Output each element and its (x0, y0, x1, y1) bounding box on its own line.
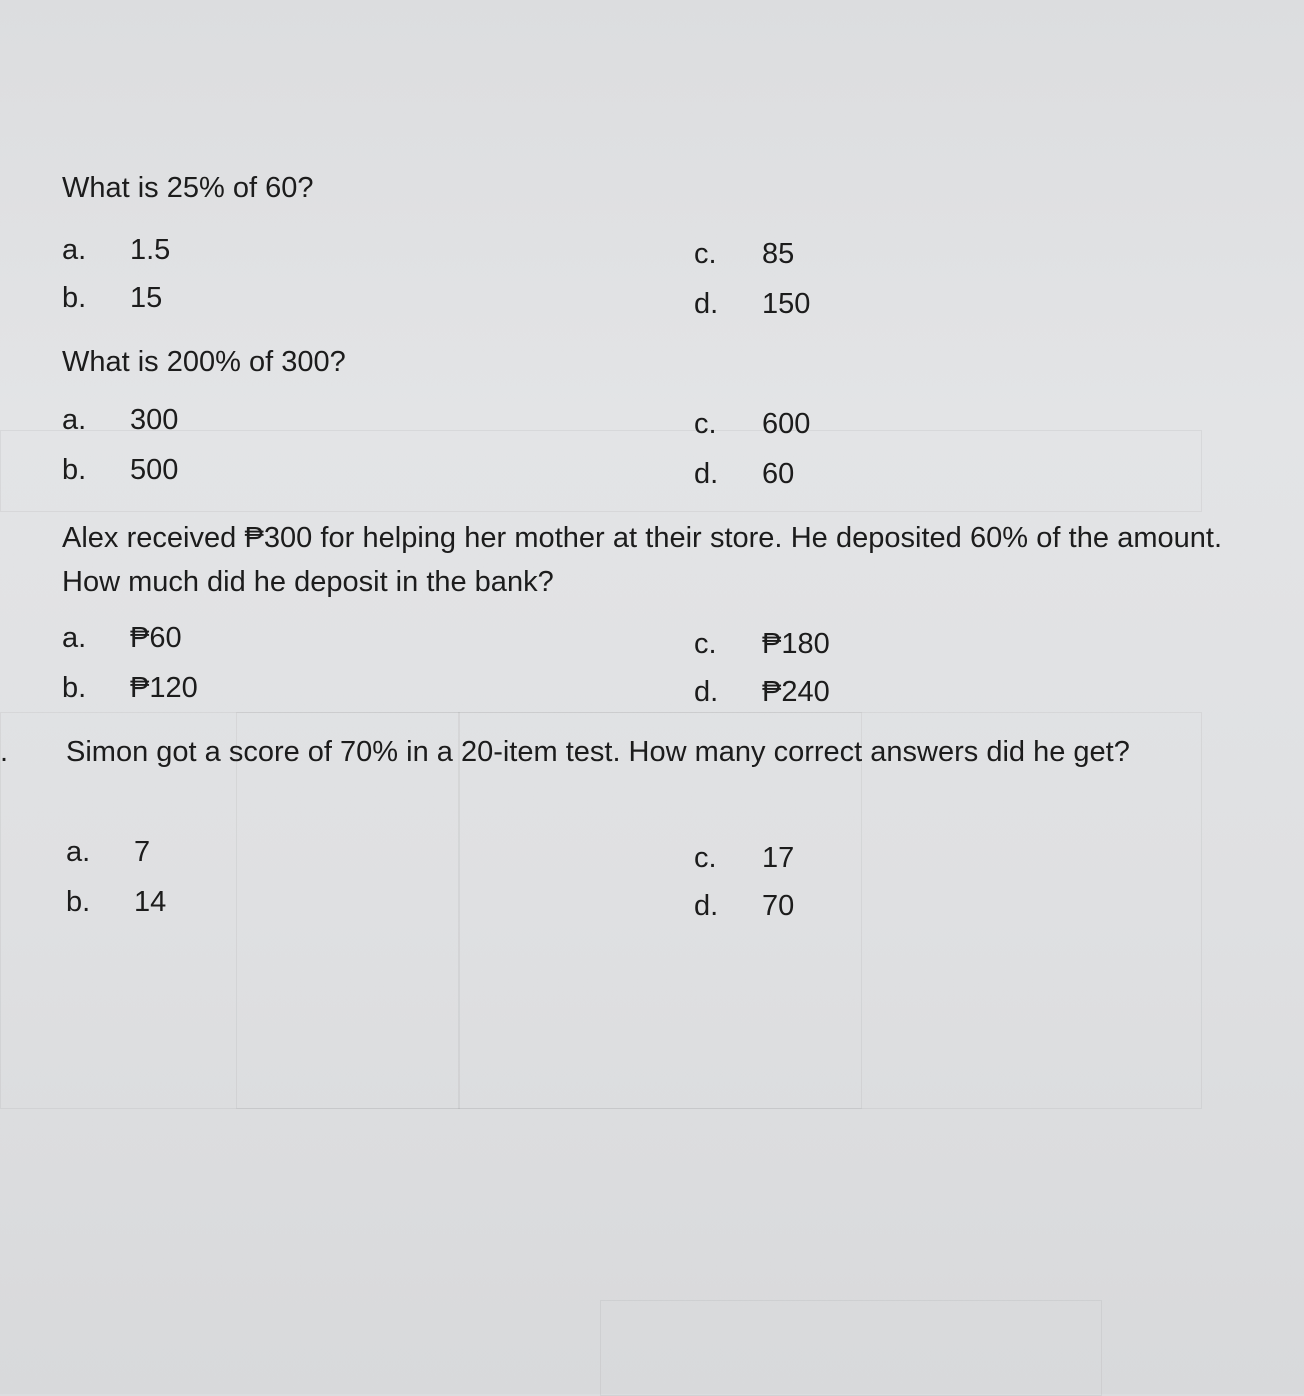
option-letter: a. (62, 622, 87, 654)
option-value: 15 (130, 282, 163, 314)
option-letter: c. (694, 238, 717, 270)
option-letter: c. (694, 408, 717, 440)
option-value: 1.5 (130, 234, 171, 266)
option-c (694, 626, 830, 662)
option-letter: d. (694, 676, 719, 708)
option-value: 500 (130, 454, 179, 486)
option-value: 300 (130, 404, 179, 436)
option-b (66, 884, 166, 920)
option-d (694, 888, 794, 924)
option-value: 85 (762, 238, 795, 270)
bleed-through-grid-lower (600, 1300, 1102, 1396)
option-letter: b. (62, 282, 87, 314)
option-value: ₱240 (762, 676, 830, 708)
option-d (694, 674, 830, 710)
option-c (694, 840, 794, 876)
option-a (66, 834, 150, 870)
option-value: ₱180 (762, 628, 830, 660)
option-letter: c. (694, 842, 717, 874)
option-letter: b. (62, 454, 87, 486)
option-c (694, 236, 794, 272)
option-value: ₱60 (130, 622, 182, 654)
option-letter: d. (694, 288, 719, 320)
question-stem: What is 25% of 60? (62, 172, 314, 204)
option-c (694, 406, 810, 442)
question-stem: What is 200% of 300? (62, 346, 346, 378)
option-value: ₱120 (130, 672, 198, 704)
option-value: 17 (762, 842, 795, 874)
option-b (62, 280, 162, 316)
option-letter: b. (66, 886, 91, 918)
option-value: 70 (762, 890, 795, 922)
option-value: 7 (134, 836, 151, 868)
option-a (62, 402, 178, 438)
option-letter: a. (66, 836, 91, 868)
option-a (62, 232, 170, 268)
option-letter: b. (62, 672, 87, 704)
bleed-through-grid-top (0, 430, 1202, 512)
option-d (694, 286, 810, 322)
option-letter: d. (694, 890, 719, 922)
option-value: 600 (762, 408, 811, 440)
question-stem: Alex received ₱300 for helping her mother at their store. He deposited 60% of the amount. How much did he deposit in the bank? (62, 522, 1222, 598)
option-value: 14 (134, 886, 167, 918)
question-number-marker: . (0, 736, 9, 768)
question-stem: Simon got a score of 70% in a 20-item test. How many correct answers did he get? (66, 736, 1130, 768)
option-b (62, 670, 198, 706)
option-letter: c. (694, 628, 717, 660)
option-letter: a. (62, 234, 87, 266)
option-letter: a. (62, 404, 87, 436)
option-value: 150 (762, 288, 811, 320)
option-a (62, 620, 182, 656)
option-d (694, 456, 794, 492)
option-b (62, 452, 178, 488)
option-letter: d. (694, 458, 719, 490)
option-value: 60 (762, 458, 795, 490)
